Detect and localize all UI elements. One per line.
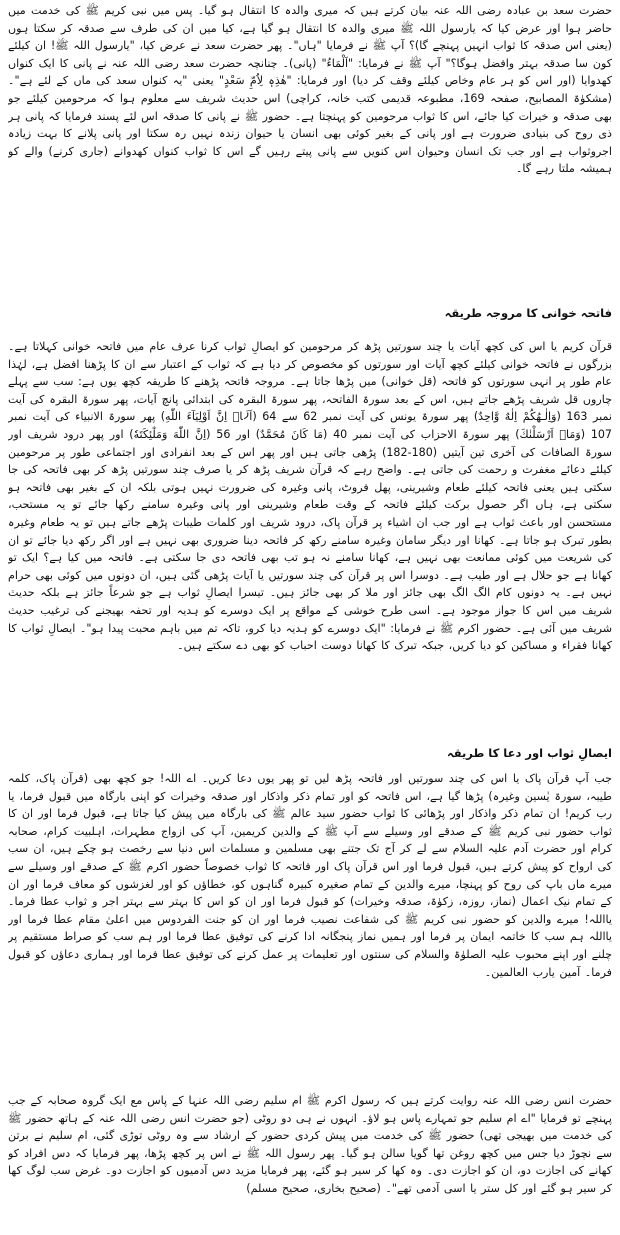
heading-isal-sawab-dua: ایصالِ ثواب اور دعا کا طریقہ [446,746,612,760]
section-fatiha-method [8,338,612,754]
heading-fatiha-method: فاتحہ خوانی کا مروجہ طریقہ [444,306,612,320]
paragraph-fatiha-method: قرآن کریم یا اس کی کچھ آیات یا چند سورتیں پڑھ کر مرحومین کو ایصالِ ثواب کرنا عرف عام میں فاتحہ خوانی کہلاتا ہے۔ بزرگوں نے فاتحہ خوانی کیلئے کچھ آیات اور سورتوں کو مخصوص کر دیا ہے کہ ثواب کے اعتبار سے ان کا پڑھنا افضل ہے، لہٰذا عام طور پر انہی سورتوں کو فاتحہ (قل خوانی) میں پڑھا جاتا ہے۔ مروجہ فاتحہ پڑھنے کا طریقہ کچھ یوں ہے: سب سے پہلے چاروں قل شریف پڑھے جاتے ہیں، اس کے بعد سورۃ الفاتحہ، پھر سورۃ البقرہ کی ابتدائی پانچ آیات، پھر سورۃ البقرہ کی آیت نمبر 163 (وَاِلٰـهُكُمْ اِلٰهٌ وَّاحِدٌ) پھر سورۃ یونس کی آیت نمبر 62 سے 64 (اَلَاۤ اِنَّ اَوْلِيَآءَ اللّٰهِ) پھر سورۃ الانبیاء کی آیت نمبر 107 (وَمَاۤ اَرْسَلْنٰكَ) پھر سورۃ الاحزاب کی آیت نمبر 40 (مَا كَانَ مُحَمَّدٌ) اور 56 (اِنَّ اللّٰهَ وَمَلٰٓئِكَتَهٗ) اور پھر درود شریف اور سورۃ الصافات کی آخری تین آیتیں (180-182) پڑھی جاتی ہیں اور پھر اس کے بعد انفرادی اور اجتماعی طور پر مرحومین کیلئے دعائے مغفرت و رحمت کی جاتی ہے۔ واضح رہے کہ قرآن شریف پڑھ کر یا صرف چند سورتیں پڑھ کر بھی فاتحہ کی جا سکتی ہیں یعنی فاتحہ کیلئے طعام وشیرینی، پھل فروٹ، پانی وغیرہ کی ضرورت نہیں ہوتی بلکہ ان کے بغیر بھی فاتحہ ہو سکتی ہے، ہاں اگر حصول برکت کیلئے فاتحہ کے وقت طعام وشیرینی اور پانی وغیرہ سامنے رکھا جائے تو یہ مستحب، مستحسن اور باعث ثواب ہے اور جب ان اشیاء پر قرآن پاک، درود شریف اور کلمات طیبات پڑھے جاتے ہیں تو یہ طعام وغیرہ بطور تبرک ہو جاتا ہے۔ کھانا اور دیگر سامان وغیرہ سامنے رکھ کر فاتحہ دینا ضروری بھی نہیں ہے اور اگر رکھ دیا جائے تو ان کی شریعت میں کوئی ممانعت بھی نہیں ہے، کھانا سامنے نہ ہو تب بھی فاتحہ دی جا سکتی ہے۔ فاتحہ میں کیا ہے؟ ایک تو کھانا ہے جو حلال ہے اور طیب ہے۔ دوسرا اس پر قرآن کی چند سورتیں یا آیات پڑھی گئی ہیں، ان دونوں میں کوئی بھی حرام نہیں ہے۔ یہ دونوں کام الگ الگ بھی جائز اور ملا کر بھی جائز ہیں۔ تیسرا ایصالِ ثواب ہے جو شرعاً جائز ہے بلکہ حدیث شریف میں اس کا جواز موجود ہے۔ اسی طرح خوشی کے مواقع پر ایک دوسرے کو ہدیہ اور تحفہ بھیجنے کی ترغیب حدیث شریف میں آئی ہے۔ حضور اکرم ﷺ نے فرمایا: "ایک دوسرے کو ہدیہ دیا کرو، تاکہ تم میں باہم محبت پیدا ہو"۔ ایصالِ ثواب کا کھانا فقراء و مساکین کو دیا کریں، جبکہ تبرک کا کھانا دوست احباب کو بھی دے سکتے ہیں۔ [8,340,612,653]
paragraph-saad-bin-ubadah: حضرت سعد بن عبادہ رضی اللہ عنہ بیان کرتے ہیں کہ میری والدہ کا انتقال ہو گیا۔ پس میں نبی کریم ﷺ کی خدمت میں حاضر ہوا اور عرض کیا کہ یارسول اللہ ﷺ میری والدہ کا انتقال ہو گیا ہے، کیا میں ان کی طرف سے صدقہ کر سکتا ہوں (یعنی اس صدقہ کا ثواب انہیں پہنچے گا)؟ آپ ﷺ نے فرمایا "ہاں"۔ پھر حضرت سعد نے عرض کیا، "یارسول اللہ ﷺ! ان کیلئے کون سا صدقہ بہتر وافضل ہوگا؟" آپ ﷺ نے فرمایا: "اَلْمَاءُ" (پانی)۔ چنانچہ حضرت سعد رضی اللہ عنہ نے پانی کا ایک کنواں کھدوایا (اور اس کو ہر عام وخاص کیلئے وقف کر دیا) اور فرمایا: "هٰذِهٖ لِاُمِّ سَعْدٍ" یعنی "یہ کنواں سعد کی ماں کے لئے ہے"۔ (مشکوٰۃ المصابیح، صفحہ 169، مطبوعہ قدیمی کتب خانہ، کراچی) اس حدیث شریف سے معلوم ہوا کہ مرحومین کیلئے جو بھی صدقہ و خیرات کیا جائے، اس کا ثواب مرحومین کو پہنچتا ہے۔ حضور ﷺ نے پانی کا صدقہ اس لئے پسند فرمایا کہ پانی ہر ذی روح کی بنیادی ضرورت ہے اور پانی کے بغیر کوئی بھی انسان یا حیوان زندہ نہیں رہ سکتا اور پانی پلانے کا بہت زیادہ اجروثواب ہے اور جب تک انسان وحیوان اس کنویں سے پانی پیتے رہیں گے اس کا ثواب کنواں کھدوانے (جاری کرنے) والے کو ہمیشہ ملتا رہے گا۔ [8,4,612,176]
paragraph-dua-method: جب آپ قرآن پاک یا اس کی چند سورتیں اور فاتحہ پڑھ لیں تو پھر یوں دعا کریں۔ اے اللہ! جو کچھ بھی (قرآن پاک، کلمہ طیبہ، سورۃ یٰسین وغیرہ) پڑھا گیا ہے، اس فاتحہ کو اور تمام ذکر واذکار اور صدقہ وخیرات کو اپنی بارگاہ میں قبول فرما، یا رب کریم! ان تمام ذکر واذکار اور پڑھائی کا ثواب حضور سید عالم ﷺ کی بارگاہ میں پیش کیا جاتا ہے، قبول فرما اور ان کا ثواب حضور نبی کریم ﷺ کے صدقے اور وسیلے سے آپ ﷺ کے والدین کریمین، آپ کی ازواج مطہرات، اہلبیت کرام، صحابہ کرام اور حضرت آدم علیہ السلام سے لے کر آج تک جتنے بھی مسلمین و مسلمات اس دنیا سے رخصت ہو چکے ہیں، ان سب کی ارواح کو پیش کرتے ہیں، قبول فرما اور اس قرآن پاک اور فاتحہ کا ثواب خصوصاً حضور اکرم ﷺ کے صدقے اور وسیلے سے میرے ماں باپ کی روح کو پہنچا، میرے والدین کے تمام صغیرہ کبیرہ گناہوں کو، خطاؤں کو اور لغزشوں کو معاف فرما اور ان کے تمام نیک اعمال (نماز، روزہ، زکوٰۃ، صدقہ وخیرات) کو قبول فرما اور ان کو اس کا بہتر سے بہتر اجر و ثواب عطا فرما۔ یااللہ! میرے والدین کو حضور نبی کریم ﷺ کی شفاعت نصیب فرما اور ان کو جنت الفردوس میں اعلیٰ مقام عطا فرما اور یااللہ ہم سب کا خاتمہ ایمان پر فرما اور ہمیں نماز پنجگانہ ادا کرنے کی توفیق عطا فرما اور ہم سب کو صراط مستقیم پر چلنے اور اپنے محبوب علیہ الصلوٰۃ والسلام کی سنتوں اور تعلیمات پر عمل کرنے کی توفیق عطا فرما اور ہماری دعاؤں کو قبول فرما۔ آمین یارب العالمین۔ [8,772,612,979]
paragraph-anas-hadith: حضرت انس رضی اللہ عنہ روایت کرتے ہیں کہ رسول اکرم ﷺ ام سلیم رضی اللہ عنہا کے پاس مع ایک گروہ صحابہ کے جب پہنچے تو فرمایا "اے ام سلیم جو تمہارے پاس ہو لاؤ۔ انہوں نے ہی دو روٹی (جو حضرت انس رضی اللہ عنہ کے ہاتھ حضور ﷺ کی خدمت میں بھیجی تھی) حضور ﷺ کی خدمت میں پیش کردی حضور کے ارشاد سے وہ روٹی توڑی گئی، ام سلیم نے برتن سے نچوڑ دیا جس میں کچھ روغن تھا گویا سالن ہو گیا۔ پھر رسول اللہ ﷺ نے اس پر کچھ پڑھا، پھر فرمایا کہ دس افراد کو کھانے کی اجازت دو، ان کو اجازت دی۔ وہ کھا کر سیر ہو گئے، پھر فرمایا مزید دس آدمیوں کو اجازت دو۔ غرض سب لوگ کھا کر سیر ہو گئے اور کل ستر یا اسی آدمی تھے"۔ (صحیح بخاری، صحیح مسلم) [8,1094,612,1195]
section-sadaqah-water [8,2,612,214]
section-anas-hadith [8,1092,612,1232]
section-isal-sawab-dua [8,770,612,1078]
